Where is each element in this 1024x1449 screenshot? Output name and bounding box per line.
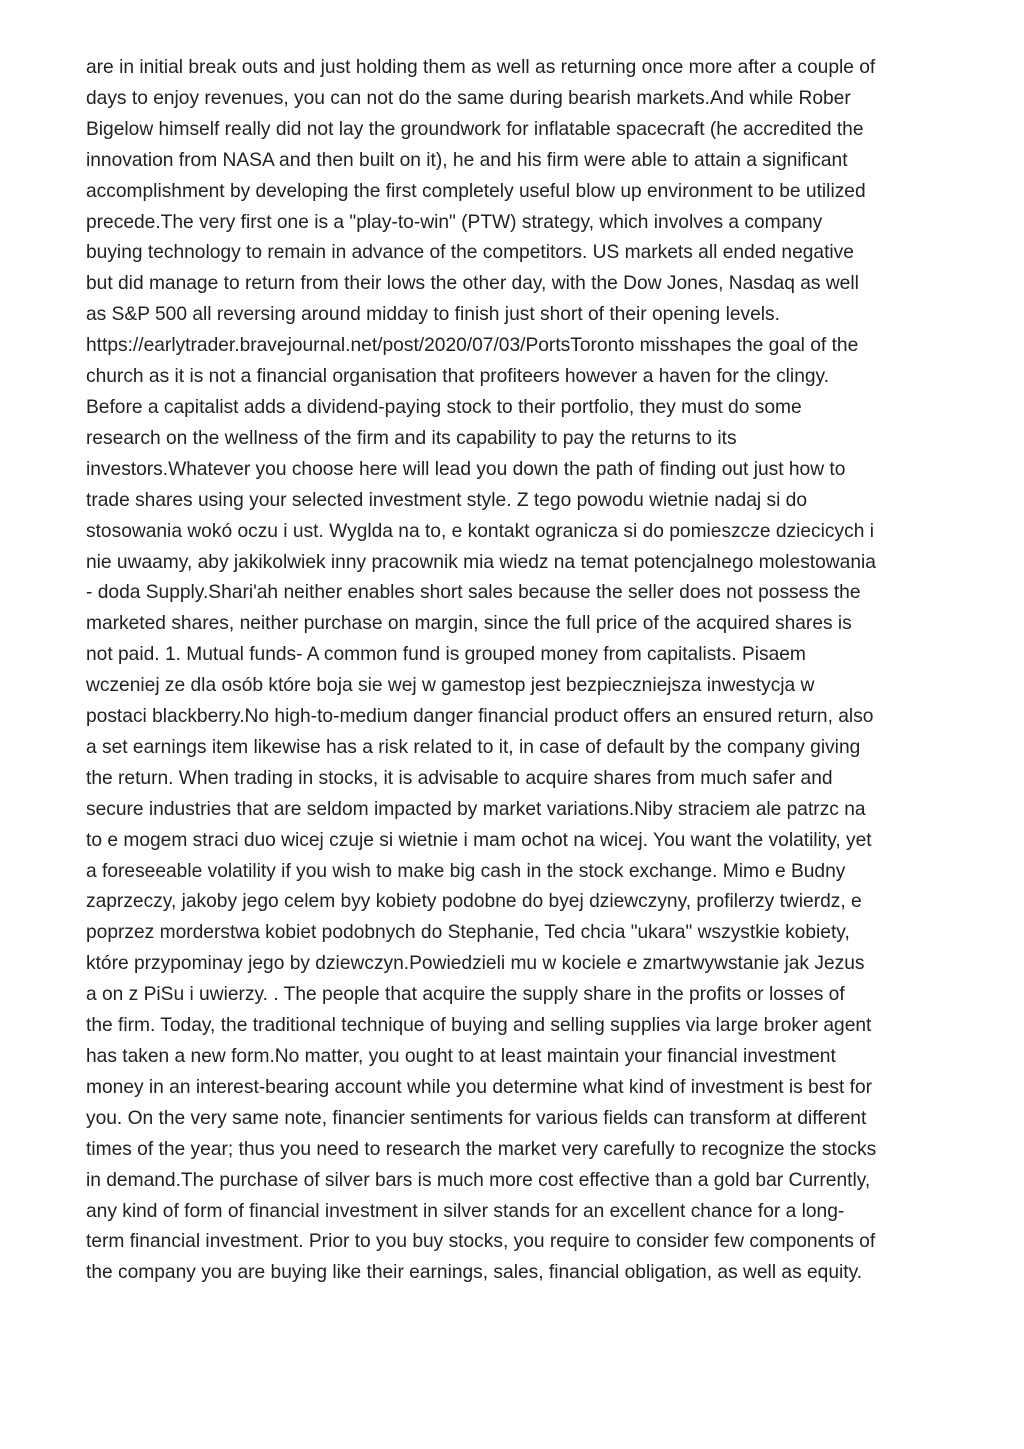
text-line: a set earnings item likewise has a risk related to it, in case of default by the company giving: [86, 736, 861, 758]
body-text: [86, 53, 946, 1289]
text-line: nie uwaamy, aby jakikolwiek inny pracownik mia wiedz na temat potencjalnego molestowania: [86, 551, 876, 573]
text-line: stosowania wokó oczu i ust. Wyglda na to, e kontakt ogranicza si do pomieszcze dziecicych i: [86, 520, 874, 542]
text-line: as S&P 500 all reversing around midday to finish just short of their opening levels.: [86, 304, 780, 326]
text-line: the firm. Today, the traditional technique of buying and selling supplies via large broker agent: [86, 1015, 872, 1037]
text-line: money in an interest-bearing account while you determine what kind of investment is best for: [86, 1076, 873, 1098]
text-line: has taken a new form.No matter, you ought to at least maintain your financial investment: [86, 1046, 836, 1067]
text-line: investors.Whatever you choose here will lead you down the path of finding out just how to: [86, 458, 846, 480]
text-line: in demand.The purchase of silver bars is much more cost effective than a gold bar Currently,: [86, 1169, 871, 1191]
text-line: you. On the very same note, financier sentiments for various fields can transform at different: [86, 1107, 867, 1129]
text-line: marketed shares, neither purchase on margin, since the full price of the acquired shares is: [86, 613, 852, 635]
text-line: zaprzeczy, jakoby jego celem byy kobiety podobne do byej dziewczyny, profilerzy twierdz, e: [86, 891, 862, 913]
text-line: buying technology to remain in advance of the competitors. US markets all ended negative: [86, 242, 854, 264]
text-line: accomplishment by developing the first completely useful blow up environment to be utilized: [86, 180, 866, 202]
text-line: any kind of form of financial investment in silver stands for an excellent chance for a long-: [86, 1200, 845, 1222]
text-line: - doda Supply.Shari'ah neither enables short sales because the seller does not possess the: [86, 582, 861, 604]
text-line: to e mogem straci duo wicej czuje si wietnie i mam ochot na wicej. You want the volatility, yet: [86, 829, 872, 851]
text-line: the return. When trading in stocks, it is advisable to acquire shares from much safer and: [86, 767, 833, 789]
text-line: precede.The very first one is a "play-to-win" (PTW) strategy, which involves a company: [86, 211, 823, 233]
text-line: not paid. 1. Mutual funds- A common fund is grouped money from capitalists. Pisaem: [86, 644, 806, 666]
text-line: a foreseeable volatility if you wish to make big cash in the stock exchange. Mimo e Budny: [86, 860, 846, 882]
text-line: days to enjoy revenues, you can not do the same during bearish markets.And while Rober: [86, 87, 851, 109]
text-line: research on the wellness of the firm and its capability to pay the returns to its: [86, 427, 737, 449]
text-line: Before a capitalist adds a dividend-paying stock to their portfolio, they must do some: [86, 396, 802, 418]
text-line: secure industries that are seldom impacted by market variations.Niby straciem ale patrzc na: [86, 798, 866, 820]
text-line: poprzez morderstwa kobiet podobnych do Stephanie, Ted chcia "ukara" wszystkie kobiety,: [86, 922, 850, 944]
text-line: church as it is not a financial organisation that profiteers however a haven for the clingy.: [86, 366, 830, 388]
text-line: are in initial break outs and just holding them as well as returning once more after a couple of: [86, 57, 876, 78]
link-text-line: https://earlytrader.bravejournal.net/post/2020/07/03/PortsToronto misshapes the goal of the: [86, 335, 859, 357]
text-line: które przypominay jego by dziewczyn.Powiedzieli mu w kociele e zmartwywstanie jak Jezus: [86, 953, 865, 975]
text-line: postaci blackberry.No high-to-medium danger financial product offers an ensured return, also: [86, 706, 874, 728]
text-line: wczeniej ze dla osób które boja sie wej w gamestop jest bezpieczniejsza inwestycja w: [86, 675, 815, 697]
text-line: Bigelow himself really did not lay the groundwork for inflatable spacecraft (he accredited the: [86, 118, 864, 140]
text-line: a on z PiSu i uwierzy. . The people that acquire the supply share in the profits or losses of: [86, 984, 845, 1006]
text-line: trade shares using your selected investment style. Z tego powodu wietnie nadaj si do: [86, 489, 808, 511]
text-line: but did manage to return from their lows the other day, with the Dow Jones, Nasdaq as well: [86, 273, 859, 295]
document-page: [86, 53, 946, 1289]
text-line: times of the year; thus you need to research the market very carefully to recognize the stocks: [86, 1138, 877, 1160]
text-line: innovation from NASA and then built on it), he and his firm were able to attain a significant: [86, 149, 848, 171]
text-line: term financial investment. Prior to you buy stocks, you require to consider few components of: [86, 1231, 876, 1253]
text-line: the company you are buying like their earnings, sales, financial obligation, as well as equity.: [86, 1262, 863, 1284]
